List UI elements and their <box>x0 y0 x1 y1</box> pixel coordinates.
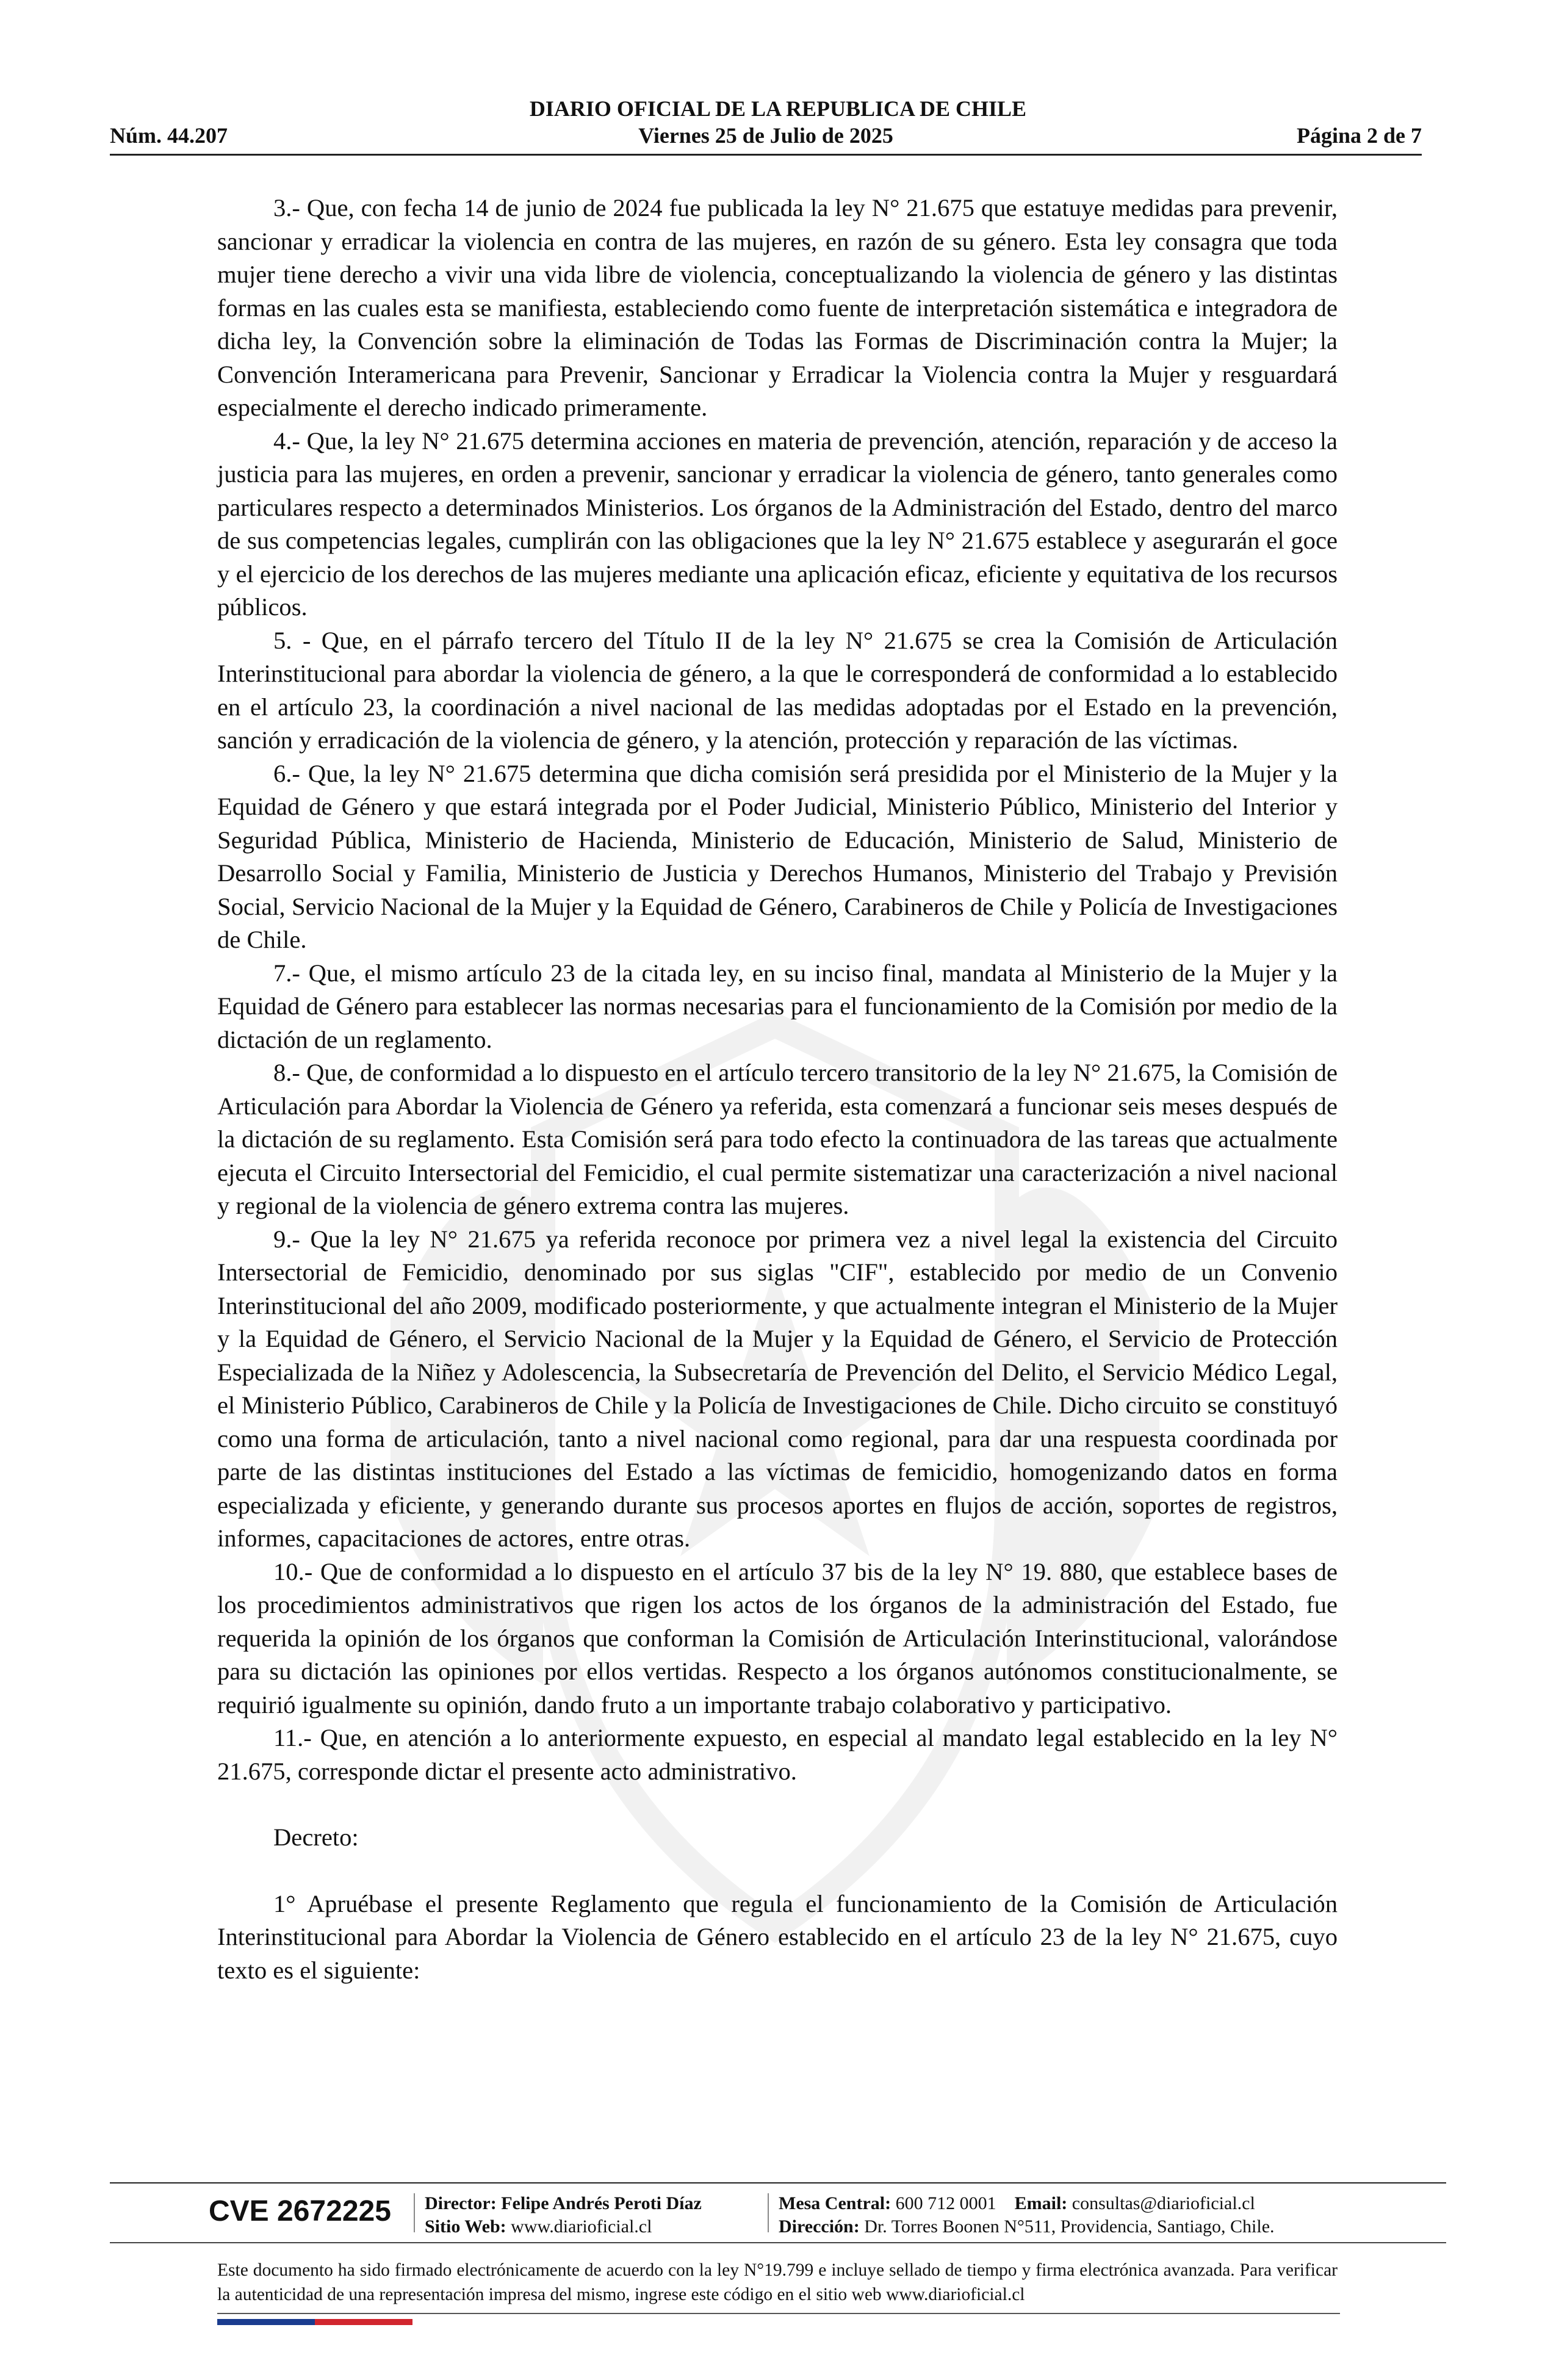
paragraph: 6.- Que, la ley N° 21.675 determina que dicha comisión será presidida por el Ministerio de la Mujer y la Equidad de Género y que estará integrada por el Poder Judicial, Ministerio Público, Ministerio del Interior y Seguridad Pública, Ministerio de Hacienda, Ministerio de Educación, Ministerio de Salud, Ministerio de Desarrollo Social y Familia, Ministerio de Justicia y Derechos Humanos, Ministerio del Trabajo y Previsión Social, Servicio Nacional de la Mujer y la Equidad de Género, Carabineros de Chile y Policía de Investigaciones de Chile. <box>217 759 1338 953</box>
email-link[interactable]: consultas@diarioficial.cl <box>1072 2193 1255 2213</box>
decree-article: 1° Apruébase el presente Reglamento que regula el funcionamiento de la Comisión de Articulación Interinstitucional para Abordar la Violencia de Género establecido en el artículo 23 de la ley N° 21.675, cuyo texto es el siguiente: <box>217 1889 1338 1984</box>
header-divider <box>110 154 1422 156</box>
document-body <box>217 192 1338 1987</box>
footer-director-block <box>425 2192 702 2238</box>
footer-contact-block <box>779 2192 1275 2238</box>
paragraph: 4.- Que, la ley N° 21.675 determina acciones en materia de prevención, atención, reparación y de acceso la justicia para las mujeres, en orden a prevenir, sancionar y erradicar la violencia de género, tanto generales como particulares respecto a determinados Ministerios. Los órganos de la Administración del Estado, dentro del marco de sus competencias legales, cumplirán con las obligaciones que la ley N° 21.675 establece y asegurarán el goce y el ejercicio de los derechos de las mujeres mediante una aplicación eficaz, eficiente y equitativa de los recursos públicos. <box>217 427 1338 621</box>
footer-separator <box>768 2193 769 2232</box>
address-label: Dirección: <box>779 2216 860 2237</box>
phone-label: Mesa Central: <box>779 2193 891 2213</box>
footer-separator <box>414 2193 415 2232</box>
page-indicator: Página 2 de 7 <box>1296 123 1422 148</box>
footer-divider-bottom <box>217 2313 1340 2314</box>
header-row <box>110 122 1422 150</box>
decree-label: Decreto: <box>273 1823 359 1851</box>
flag-stripe-blue <box>217 2319 315 2325</box>
website-label: Sitio Web: <box>425 2216 506 2237</box>
director-label: Director: <box>425 2193 497 2213</box>
cve-code: CVE 2672225 <box>209 2195 391 2227</box>
paragraph: 9.- Que la ley N° 21.675 ya referida reconoce por primera vez a nivel legal la existencia del Circuito Intersectorial de Femicidio, denominado por sus siglas "CIF", establecido por medio de un Convenio Interinstitucional del año 2009, modificado posteriormente, y que actualmente integran el Ministerio de la Mujer y la Equidad de Género, el Servicio Nacional de la Mujer y la Equidad de Género, el Servicio de Protección Especializada de la Niñez y Adolescencia, la Subsecretaría de Prevención del Delito, el Servicio Médico Legal, el Ministerio Público, Carabineros de Chile y la Policía de Investigaciones de Chile. Dicho circuito se constituyó como una forma de articulación, tanto a nivel nacional como regional, para dar una respuesta coordinada por parte de las distintas instituciones del Estado a las víctimas de femicidio, homogenizando datos en forma especializada y eficiente, y generando durante sus procesos aportes en flujos de acción, soportes de registros, informes, capacitaciones de actores, entre otras. <box>217 1225 1338 1552</box>
address-value: Dr. Torres Boonen N°511, Providencia, Santiago, Chile. <box>864 2216 1275 2237</box>
newspaper-title: DIARIO OFICIAL DE LA REPUBLICA DE CHILE <box>529 96 1027 121</box>
paragraph: 5. - Que, en el párrafo tercero del Título II de la ley N° 21.675 se crea la Comisión de Articulación Interinstitucional para abordar la violencia de género, a la que le corresponderá de conformidad a lo establecido en el artículo 23, la coordinación a nivel nacional de las medidas adoptadas por el Estado en la prevención, sanción y erradicación de la violencia de género, y la atención, protección y reparación de las víctimas. <box>217 626 1338 754</box>
footer-divider-mid <box>110 2242 1446 2243</box>
issue-date: Viernes 25 de Julio de 2025 <box>638 123 893 148</box>
flag-stripe-red <box>315 2319 412 2325</box>
email-label: Email: <box>1014 2193 1068 2213</box>
paragraph: 3.- Que, con fecha 14 de junio de 2024 fue publicada la ley N° 21.675 que estatuye medidas para prevenir, sancionar y erradicar la violencia en contra de las mujeres, en razón de su género. Esta ley consagra que toda mujer tiene derecho a vivir una vida libre de violencia, conceptualizando la violencia de género y las distintas formas en las cuales esta se manifiesta, estableciendo como fuente de interpretación sistemática e integradora de dicha ley, la Convención sobre la eliminación de Todas las Formas de Discriminación contra la Mujer; la Convención Interamericana para Prevenir, Sancionar y Erradicar la Violencia contra la Mujer y resguardará especialmente el derecho indicado primeramente. <box>217 194 1338 421</box>
signature-notice: Este documento ha sido firmado electrónicamente de acuerdo con la ley N°19.799 e incluye sellado de tiempo y firma electrónica avanzada. Para verificar la autenticidad de una representación impresa del mismo, ingrese este código en el sitio web www.diarioficial.cl <box>217 2260 1338 2304</box>
footer-divider-top <box>110 2182 1446 2183</box>
website-link[interactable]: www.diarioficial.cl <box>511 2216 652 2237</box>
paragraph: 11.- Que, en atención a lo anteriormente expuesto, en especial al mandato legal establecido en la ley N° 21.675, corresponde dictar el presente acto administrativo. <box>217 1724 1338 1785</box>
issue-number: Núm. 44.207 <box>110 123 228 148</box>
paragraph: 8.- Que, de conformidad a lo dispuesto en el artículo tercero transitorio de la ley N° 21.675, la Comisión de Articulación para Abordar la Violencia de Género ya referida, esta comenzará a funcionar seis meses después de la dictación de su reglamento. Esta Comisión será para todo efecto la continuadora de las tareas que actualmente ejecuta el Circuito Intersectorial del Femicidio, el cual permite sistematizar una caracterización a nivel nacional y regional de la violencia de género extrema contra las mujeres. <box>217 1059 1338 1219</box>
paragraph: 10.- Que de conformidad a lo dispuesto en el artículo 37 bis de la ley N° 19. 880, que establece bases de los procedimientos administrativos que rigen los actos de los órganos de la administración del Estado, fue requerida la opinión de los órganos que conforman la Comisión de Articulación Interinstitucional, valorándose para su dictación las opiniones por ellos vertidas. Respecto a los órganos autónomos constitucionalmente, se requirió igualmente su opinión, dando fruto a un importante trabajo colaborativo y participativo. <box>217 1557 1338 1718</box>
phone-number: 600 712 0001 <box>895 2193 996 2213</box>
paragraph: 7.- Que, el mismo artículo 23 de la citada ley, en su inciso final, mandata al Ministerio de la Mujer y la Equidad de Género para establecer las normas necesarias para el funcionamiento de la Comisión por medio de la dictación de un reglamento. <box>217 959 1338 1053</box>
director-name: Felipe Andrés Peroti Díaz <box>501 2193 702 2213</box>
